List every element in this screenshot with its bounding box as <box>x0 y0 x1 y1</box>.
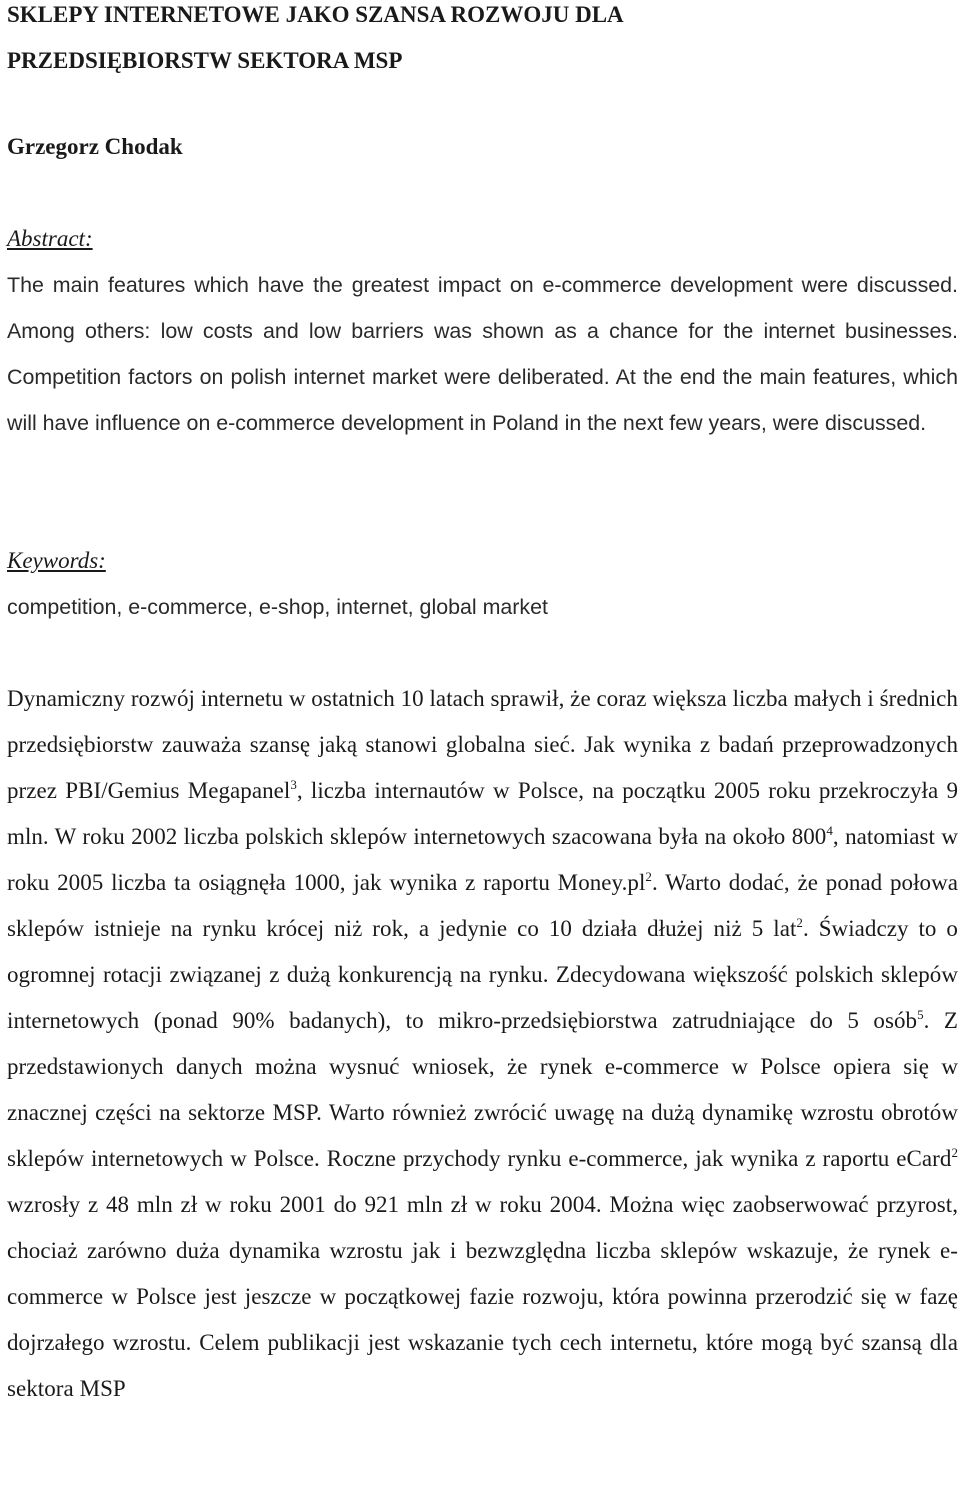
footnote-marker: 2 <box>645 869 652 884</box>
author-name: Grzegorz Chodak <box>7 134 183 159</box>
abstract-label: Abstract: <box>7 226 93 251</box>
abstract-text: The main features which have the greatest impact on e-commerce development were discussed. Among others: low costs and low barriers was shown as a chance for the internet businesses. Competition factors on polish internet market were deliberated. At the end the main features, which will have influence on e-commerce development in Poland in the next few years, were discussed. <box>7 273 958 435</box>
footnote-marker: 2 <box>951 1145 958 1160</box>
title-line-2: PRZEDSIĘBIORSTW SEKTORA MSP <box>7 48 403 73</box>
body-segment: Dynamiczny rozwój internetu w ostatnich 10 latach sprawił, że coraz większa liczba małych i średnich przedsiębiorstw zauważa szansę jaką stanowi globalna sieć. Jak wynika z badań przeprowadzonych przez PBI/Gemius Megapanel <box>7 686 958 803</box>
keywords-text: competition, e-commerce, e-shop, internet, global market <box>7 595 548 619</box>
body-segment: wzrosły z 48 mln zł w roku 2001 do 921 mln zł w roku 2004. Można więc zaobserwować przyrost, chociaż zarówno duża dynamika wzrostu jak i bezwzględna liczba sklepów wskazuje, że rynek e-commerce w Polsce jest jeszcze w początkowej fazie rozwoju, która powinna przerodzić się w fazę dojrzałego wzrostu. Celem publikacji jest wskazanie tych cech internetu, które mogą być szansą dla sektora MSP <box>7 1192 958 1401</box>
body-segment: . Warto dodać, że ponad połowa sklepów istnieje na rynku krócej niż rok, a jedynie co 10 działa dłużej niż 5 lat <box>7 870 958 941</box>
footnote-marker: 2 <box>796 915 803 930</box>
body-segment: . Z przedstawionych danych można wysnuć wniosek, że rynek e-commerce w Polsce opiera się w znacznej części na sektorze MSP. Warto również zwrócić uwagę na dużą dynamikę wzrostu obrotów sklepów internetowych w Polsce. Roczne przychody rynku e-commerce, jak wynika z raportu eCard <box>7 1008 958 1171</box>
body-segment: , liczba internautów w Polsce, na początku 2005 roku przekroczyła 9 mln. W roku 2002 liczba polskich sklepów internetowych szacowana była na około 800 <box>7 778 959 849</box>
body-segment: . Świadczy to o ogromnej rotacji związanej z dużą konkurencją na rynku. Zdecydowana większość polskich sklepów internetowych (ponad 90% badanych), to mikro-przedsiębiorstwa zatrudniające do 5 osób <box>7 916 958 1033</box>
body-segment: , natomiast w roku 2005 liczba ta osiągnęła 1000, jak wynika z raportu Money.pl <box>7 824 958 895</box>
title-line-1: SKLEPY INTERNETOWE JAKO SZANSA ROZWOJU DLA <box>7 2 624 27</box>
footnote-marker: 4 <box>826 823 833 838</box>
footnote-marker: 3 <box>290 777 297 792</box>
footnote-marker: 5 <box>917 1007 924 1022</box>
keywords-label: Keywords: <box>7 548 106 573</box>
paper-title <box>7 0 958 84</box>
body-paragraph <box>7 676 958 1412</box>
